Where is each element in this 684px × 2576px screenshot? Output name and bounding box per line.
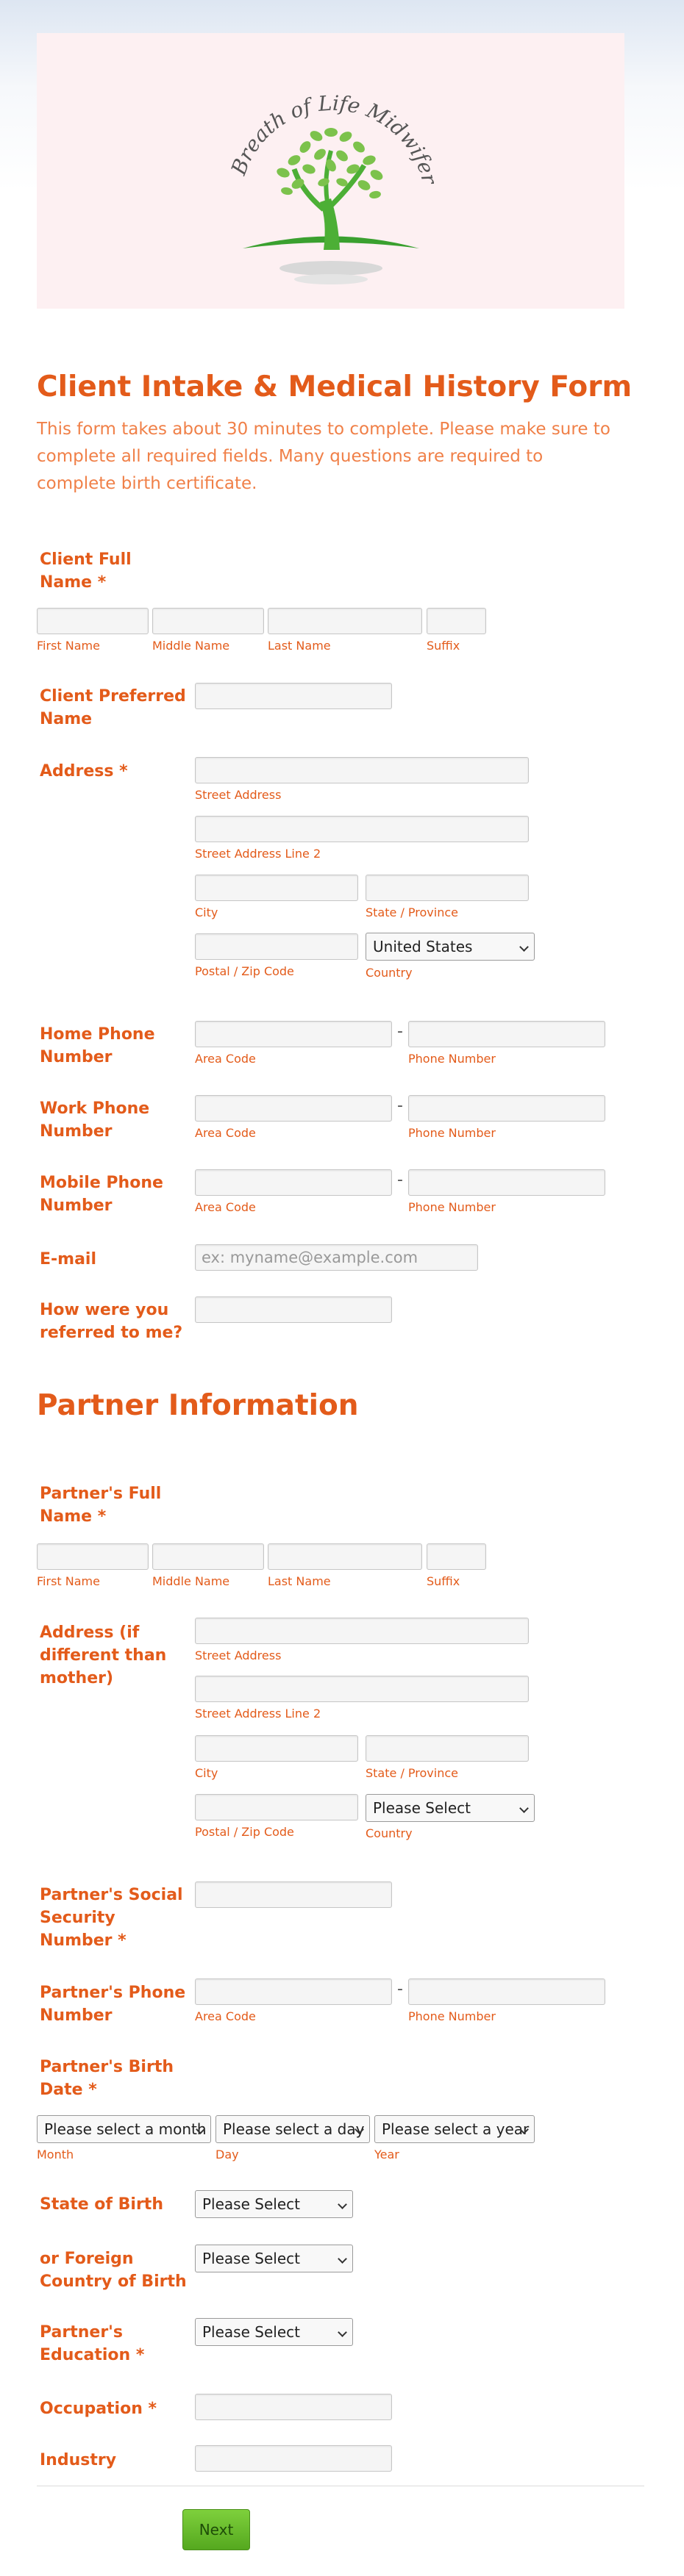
form-title: Client Intake & Medical History Form (37, 370, 633, 403)
mobile-phone-dash: - (397, 1171, 403, 1189)
partner-area-code-input[interactable] (195, 1978, 392, 2005)
partner-education-label: Partner's Education * (40, 2323, 145, 2364)
area-code-sublabel: Area Code (195, 2009, 256, 2023)
partner-last-name-input[interactable] (268, 1543, 422, 1570)
home-area-code-input[interactable] (195, 1021, 392, 1047)
city-sublabel: City (195, 905, 218, 919)
state-sublabel: State / Province (366, 1766, 458, 1780)
partner-birth-date-label: Partner's Birth Date * (40, 2058, 174, 2099)
client-suffix-input[interactable] (427, 608, 486, 634)
area-code-sublabel: Area Code (195, 1126, 256, 1140)
industry-label: Industry (40, 2451, 117, 2469)
city-sublabel: City (195, 1766, 218, 1780)
logo (213, 73, 449, 294)
referred-input[interactable] (195, 1296, 392, 1323)
partner-education-select[interactable]: Please Select (195, 2318, 353, 2346)
partner-phone-label: Partner's Phone Number (40, 1984, 186, 2025)
partner-country-select[interactable]: Please Select (366, 1794, 535, 1822)
partner-ssn-label: Partner's Social Security Number * (40, 1886, 183, 1950)
mobile-area-code-input[interactable] (195, 1169, 392, 1196)
partner-postal-input[interactable] (195, 1794, 358, 1820)
occupation-label: Occupation * (40, 2400, 157, 2418)
partner-phone-number-input[interactable] (408, 1978, 605, 2005)
last-name-sublabel: Last Name (268, 1574, 331, 1588)
partner-address-label: Address (if different than mother) (40, 1624, 167, 1687)
street2-sublabel: Street Address Line 2 (195, 847, 321, 861)
birth-day-select[interactable]: Please select a day (215, 2115, 370, 2143)
client-address-label: Address * (40, 762, 128, 781)
postal-sublabel: Postal / Zip Code (195, 964, 294, 978)
suffix-sublabel: Suffix (427, 639, 460, 653)
work-phone-number-input[interactable] (408, 1095, 605, 1122)
partner-phone-dash: - (397, 1980, 403, 1998)
state-of-birth-select[interactable]: Please Select (195, 2190, 353, 2218)
street-sublabel: Street Address (195, 1648, 282, 1662)
partner-middle-name-input[interactable] (152, 1543, 264, 1570)
next-button[interactable]: Next (182, 2509, 250, 2550)
mobile-phone-label: Mobile Phone Number (40, 1174, 163, 1215)
birth-year-select[interactable]: Please select a year (374, 2115, 535, 2143)
phone-number-sublabel: Phone Number (408, 1126, 496, 1140)
mobile-phone-number-input[interactable] (408, 1169, 605, 1196)
middle-name-sublabel: Middle Name (152, 639, 230, 653)
form-description: This form takes about 30 minutes to complete. Please make sure to complete all required fields. Many questions are required to complete birth certificate. (37, 420, 610, 493)
year-sublabel: Year (374, 2148, 399, 2161)
email-input[interactable]: ex: myname@example.com (195, 1244, 478, 1271)
phone-number-sublabel: Phone Number (408, 1052, 496, 1066)
home-phone-label: Home Phone Number (40, 1025, 155, 1066)
state-sublabel: State / Province (366, 905, 458, 919)
client-street2-input[interactable] (195, 816, 529, 842)
work-phone-dash: - (397, 1097, 403, 1115)
partner-first-name-input[interactable] (37, 1543, 149, 1570)
partner-street-input[interactable] (195, 1618, 529, 1644)
client-postal-input[interactable] (195, 933, 358, 960)
client-country-select[interactable]: United States (366, 933, 535, 961)
work-area-code-input[interactable] (195, 1095, 392, 1122)
client-preferred-name-input[interactable] (195, 683, 392, 709)
client-state-input[interactable] (366, 875, 529, 901)
last-name-sublabel: Last Name (268, 639, 331, 653)
first-name-sublabel: First Name (37, 639, 100, 653)
home-phone-dash: - (397, 1022, 403, 1041)
street-sublabel: Street Address (195, 788, 282, 802)
client-last-name-input[interactable] (268, 608, 422, 634)
country-sublabel: Country (366, 966, 413, 980)
foreign-country-select[interactable]: Please Select (195, 2245, 353, 2272)
area-code-sublabel: Area Code (195, 1052, 256, 1066)
birth-month-select[interactable]: Please select a month (37, 2115, 211, 2143)
client-city-input[interactable] (195, 875, 358, 901)
partner-ssn-input[interactable] (195, 1881, 392, 1908)
area-code-sublabel: Area Code (195, 1200, 256, 1214)
client-middle-name-input[interactable] (152, 608, 264, 634)
suffix-sublabel: Suffix (427, 1574, 460, 1588)
partner-section-title: Partner Information (37, 1389, 359, 1422)
street2-sublabel: Street Address Line 2 (195, 1707, 321, 1721)
postal-sublabel: Postal / Zip Code (195, 1825, 294, 1839)
month-sublabel: Month (37, 2148, 74, 2161)
work-phone-label: Work Phone Number (40, 1099, 150, 1141)
phone-number-sublabel: Phone Number (408, 1200, 496, 1214)
country-sublabel: Country (366, 1826, 413, 1840)
day-sublabel: Day (215, 2148, 239, 2161)
client-street-input[interactable] (195, 757, 529, 783)
occupation-input[interactable] (195, 2394, 392, 2420)
state-of-birth-label: State of Birth (40, 2195, 163, 2214)
logo-text: Breath of Life Midwifer (226, 90, 442, 187)
client-preferred-name-label: Client Preferred Name (40, 687, 186, 728)
partner-city-input[interactable] (195, 1735, 358, 1762)
home-phone-number-input[interactable] (408, 1021, 605, 1047)
partner-suffix-input[interactable] (427, 1543, 486, 1570)
email-label: E-mail (40, 1250, 97, 1269)
client-first-name-input[interactable] (37, 608, 149, 634)
phone-number-sublabel: Phone Number (408, 2009, 496, 2023)
foreign-country-label: or Foreign Country of Birth (40, 2250, 187, 2291)
client-full-name-label: Client Full Name * (40, 550, 132, 592)
middle-name-sublabel: Middle Name (152, 1574, 230, 1588)
industry-input[interactable] (195, 2445, 392, 2472)
partner-street2-input[interactable] (195, 1676, 529, 1702)
referred-label: How were you referred to me? (40, 1301, 183, 1342)
partner-full-name-label: Partner's Full Name * (40, 1485, 162, 1526)
first-name-sublabel: First Name (37, 1574, 100, 1588)
partner-state-input[interactable] (366, 1735, 529, 1762)
